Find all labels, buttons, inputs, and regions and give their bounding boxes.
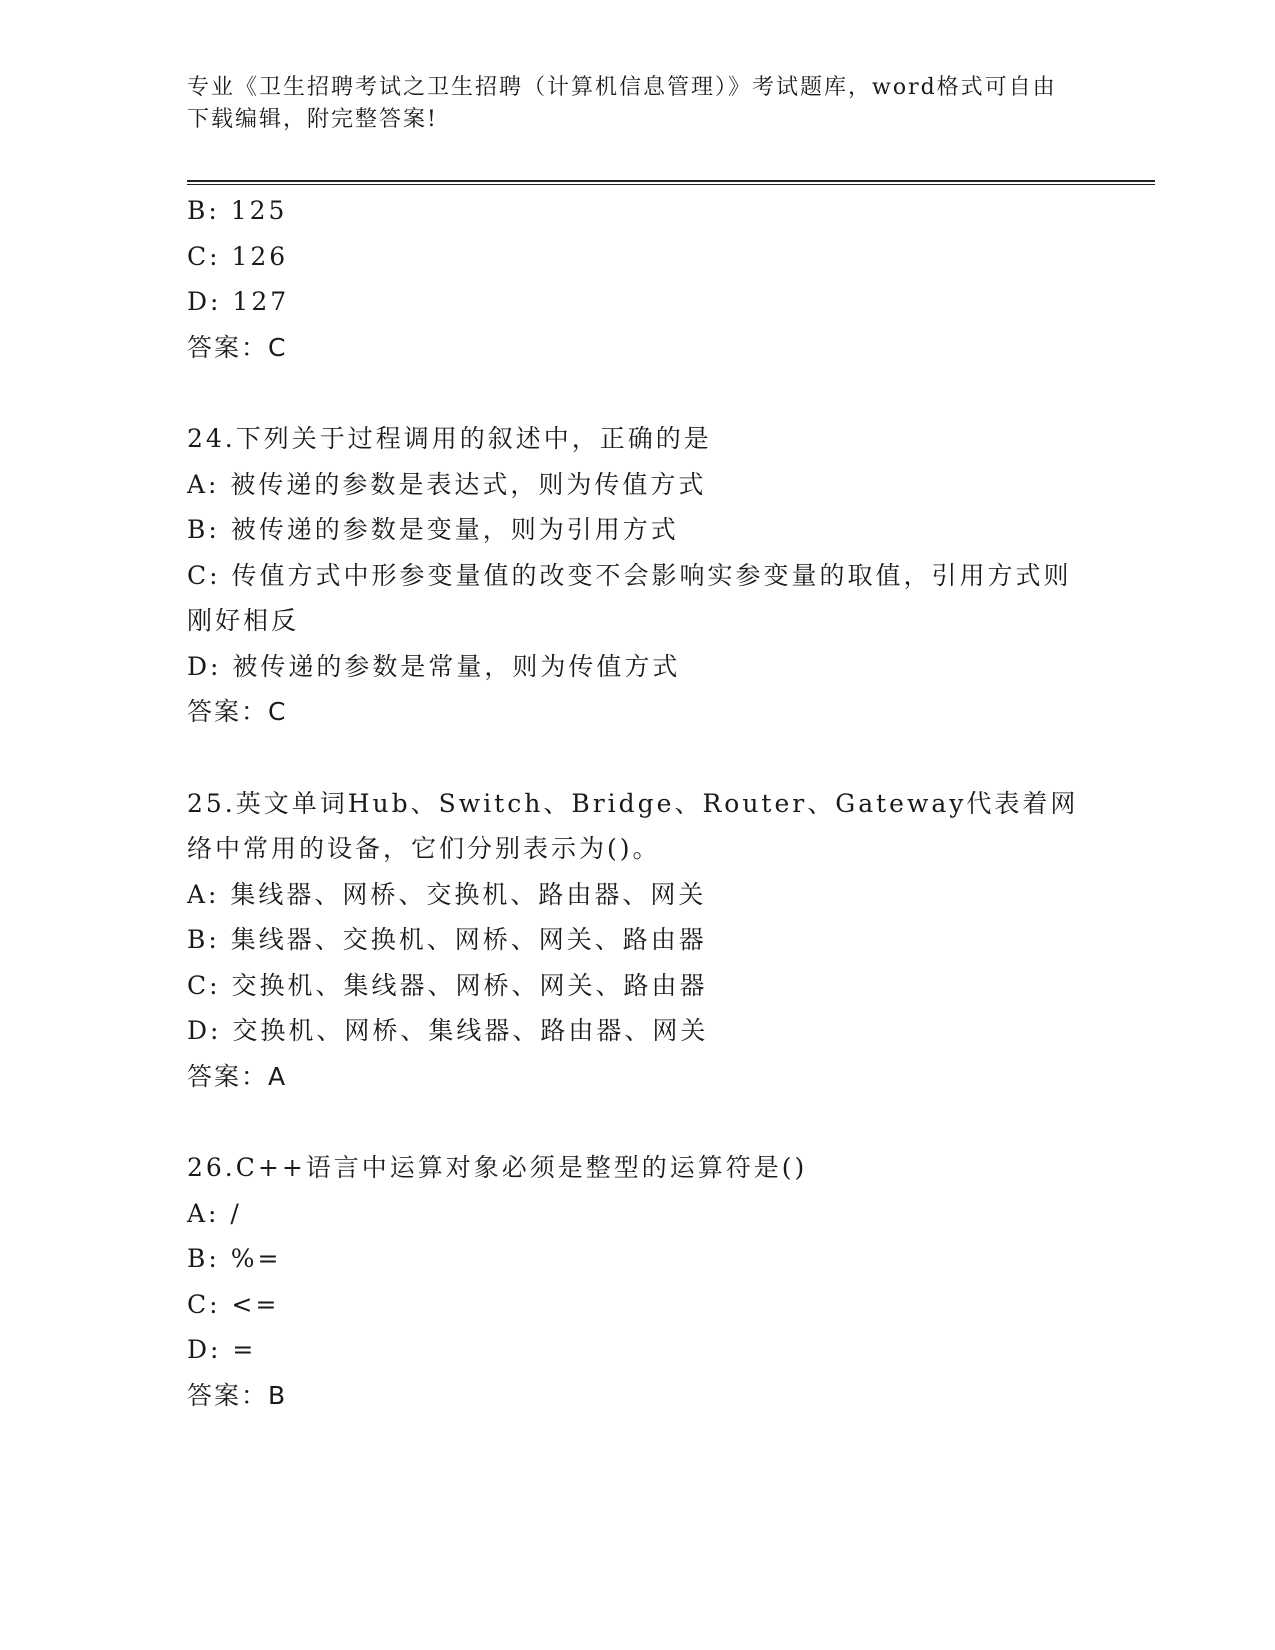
option-b: B: 被传递的参数是变量，则为引用方式 <box>187 515 679 544</box>
answer: 答案：B <box>187 1380 288 1410</box>
option-a: A: 集线器、网桥、交换机、路由器、网关 <box>187 879 707 909</box>
answer: 答案：C <box>187 332 288 362</box>
option-d: D: = <box>187 1335 257 1364</box>
exam-content <box>187 188 1087 1418</box>
question-26 <box>187 1145 1087 1418</box>
header-rule-thin <box>187 184 1155 185</box>
header-text: 专业《卫生招聘考试之卫生招聘（计算机信息管理）》考试题库，word格式可自由下载编辑，附完整答案! <box>187 75 1057 132</box>
header-rule-thick <box>187 180 1155 182</box>
spacer <box>187 1099 1087 1145</box>
option-c: C: 传值方式中形参变量值的改变不会影响实参变量的取值，引用方式则刚好相反 <box>187 560 1072 635</box>
question-text: 25.英文单词Hub、Switch、Bridge、Router、Gateway代表着网络中常用的设备，它们分别表示为()。 <box>187 788 1079 863</box>
option-c: C: <= <box>187 1289 280 1319</box>
question-25 <box>187 781 1087 1100</box>
option-d: D: 127 <box>187 287 290 316</box>
spacer <box>187 370 1087 416</box>
option-b: B: 125 <box>187 196 288 225</box>
option-c: C: 交换机、集线器、网桥、网关、路由器 <box>187 970 708 1000</box>
document-header <box>187 72 1067 136</box>
question-text: 26.C++语言中运算对象必须是整型的运算符是() <box>187 1153 808 1182</box>
option-a: A: 被传递的参数是表达式，则为传值方式 <box>187 469 707 499</box>
option-c: C: 126 <box>187 241 289 271</box>
option-d: D: 交换机、网桥、集线器、路由器、网关 <box>187 1016 709 1045</box>
question-23-tail <box>187 188 1087 370</box>
option-b: B: %= <box>187 1244 282 1273</box>
option-a: A: / <box>187 1198 242 1228</box>
answer: 答案：C <box>187 697 288 726</box>
option-b: B: 集线器、交换机、网桥、网关、路由器 <box>187 925 707 954</box>
answer: 答案：A <box>187 1061 288 1091</box>
question-text: 24.下列关于过程调用的叙述中，正确的是 <box>187 424 712 453</box>
question-24 <box>187 416 1087 735</box>
spacer <box>187 735 1087 781</box>
option-d: D: 被传递的参数是常量，则为传值方式 <box>187 651 681 681</box>
